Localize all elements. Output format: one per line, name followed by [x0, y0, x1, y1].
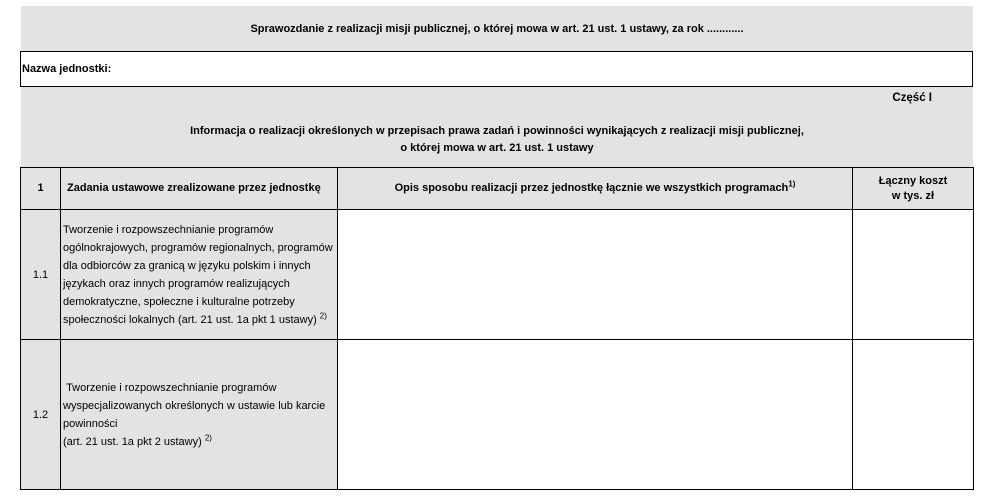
table-row — [21, 210, 974, 340]
row-description-cell[interactable] — [338, 340, 853, 490]
row-cost-cell[interactable] — [853, 340, 974, 490]
header-description-text: Opis sposobu realizacji przez jednostkę łącznie we wszystkich programach — [394, 182, 789, 194]
row-task — [61, 210, 338, 340]
part-label: Część I — [892, 92, 932, 104]
header-cost — [853, 168, 974, 210]
part-info — [21, 123, 973, 157]
row-task-reference — [63, 433, 333, 451]
part-info-line-2: o której mowa w art. 21 ust. 1 ustawy — [400, 142, 594, 154]
header-num: 1 — [21, 168, 61, 210]
header-description-footnote: 1) — [788, 179, 796, 189]
row-num: 1.1 — [21, 210, 61, 340]
table-header-row — [21, 168, 974, 210]
row-task-text: Tworzenie i rozpowszechnianie programów ogólnokrajowych, programów regionalnych, programów dla odbiorców za granicą w języku polskim i innych językach oraz innych programów realizujących demokratyczne, społeczne i kulturalne potrzeby społeczności lokalnych (art. 21 ust. 1a pkt 1 ustawy) — [63, 223, 333, 326]
report-title: Sprawozdanie z realizacji misji publicznej, o której mowa w art. 21 ust. 1 ustawy, za rok ............ — [250, 22, 744, 35]
table-row — [21, 340, 974, 490]
header-cost-line-2: w tys. zł — [891, 189, 935, 202]
row-task-text: Tworzenie i rozpowszechnianie programów wyspecjalizowanych określonych w ustawie lub karcie powinności — [63, 381, 329, 430]
report-sheet — [21, 6, 973, 490]
header-cost-line-1: Łączny koszt — [878, 174, 948, 187]
tasks-table — [20, 167, 974, 490]
header-tasks: Zadania ustawowe zrealizowane przez jednostkę — [61, 168, 338, 210]
row-cost-cell[interactable] — [853, 210, 974, 340]
unit-name-row[interactable] — [20, 51, 973, 87]
row-description-cell[interactable] — [338, 210, 853, 340]
part-info-line-1: Informacja o realizacji określonych w przepisach prawa zadań i powinności wynikających z realizacji misji publicznej, — [190, 125, 804, 137]
row-task — [61, 340, 338, 490]
row-task-footnote: 2) — [204, 432, 212, 442]
report-title-band — [21, 6, 973, 51]
row-task-reference-text: (art. 21 ust. 1a pkt 2 ustawy) — [63, 435, 202, 448]
row-num: 1.2 — [21, 340, 61, 490]
part-header-band — [21, 87, 973, 167]
unit-name-label: Nazwa jednostki: — [22, 63, 112, 75]
row-task-footnote: 2) — [319, 310, 327, 320]
header-description — [338, 168, 853, 210]
